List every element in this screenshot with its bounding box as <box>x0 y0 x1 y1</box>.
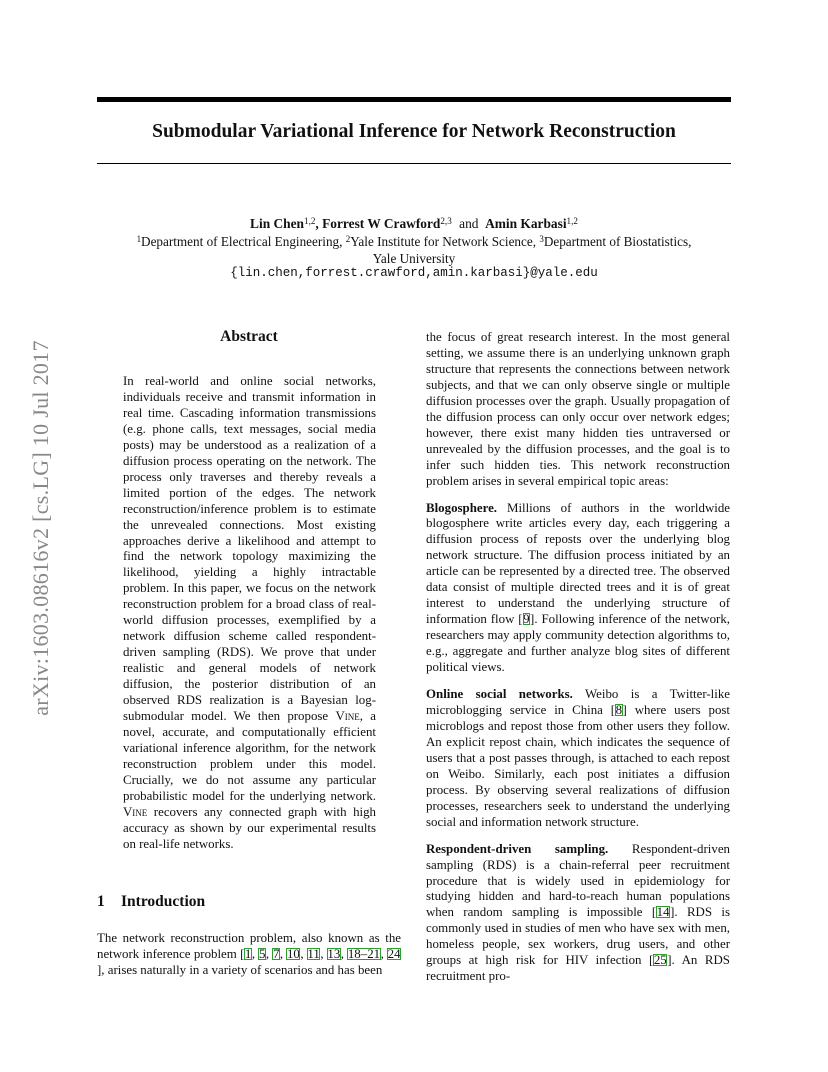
author-name: Lin Chen <box>250 216 305 231</box>
arxiv-stamp <box>28 296 53 760</box>
body-text: ]. An RDS recruitment pro- <box>426 953 730 984</box>
right-column <box>426 330 730 996</box>
paragraph-heading: Online social networks. <box>426 687 573 702</box>
section-number: 1 <box>97 893 105 910</box>
citation-link[interactable]: 5 <box>258 947 266 962</box>
abstract-text: , a novel, accurate, and computationally efficient variational inference algorithm, for the network reconstruction problem under this model. Crucially, we do not assume any particular probabilistic model for the underlying network. <box>123 709 376 803</box>
citation-link[interactable]: 1 <box>244 947 252 962</box>
author-name: Forrest W Crawford <box>322 216 441 231</box>
section-title: Introduction <box>121 893 206 910</box>
affil-sup: 3 <box>539 233 544 244</box>
affil-sup: 2 <box>345 233 351 244</box>
body-paragraph <box>426 842 730 986</box>
body-text: ] where users post microblogs and repost those from other users they follow. An explicit repost chain, which indicates the sequence of users that a post passes through, is attached to each repost on Weibo. Similarly, each post initiates a diffusion process. By observing several realizations of diffusion processes, researchers seek to understand the underlying social and information network structure. <box>426 702 730 829</box>
body-text: Weibo is a Twitter-like microblogging service in China [ <box>426 687 730 717</box>
affil-1: Department of Electrical Engineering, <box>141 234 346 249</box>
citation-link[interactable]: 18–21 <box>347 947 381 962</box>
citation-link[interactable]: 25 <box>653 953 667 968</box>
citation-link[interactable]: 24 <box>387 947 401 962</box>
author-sup: 1,2 <box>566 215 578 226</box>
author-emails: {lin.chen,forrest.crawford,amin.karbasi}@yale.edu <box>230 266 598 280</box>
abstract-text: In real-world and online social networks, individuals receive and transmit information in real time. Cascading information transmissions (e.g. phone calls, text messages, social media posts) may be understood as a realization of a diffusion process operating on the network. The process only traverses and thereby reveals a limited portion of the edges. The network reconstruction/inference problem is to estimate the unrevealed connections. Most existing approaches derive a likelihood and attempt to find the network topology maximizing the likelihood, yielding a highly intractable problem. In this paper, we focus on the network reconstruction problem for a broad class of real-world diffusion processes, exemplified by a network diffusion scheme called respondent-driven sampling (RDS). We prove that under realistic and general models of network diffusion, the posterior distribution of an observed RDS realization is a Bayesian log-submodular model. We then propose <box>123 374 376 724</box>
author-name: Amin Karbasi <box>485 216 567 231</box>
intro-text: The network reconstruction problem, also known as the network inference problem [ <box>97 931 401 962</box>
affil-2: Yale Institute for Network Science, <box>350 234 540 249</box>
author-and: and <box>459 216 479 231</box>
citation-link[interactable]: 8 <box>615 702 623 717</box>
citation-link[interactable]: 9 <box>523 612 530 627</box>
top-rule <box>97 97 731 102</box>
citation-link[interactable]: 10 <box>286 947 300 962</box>
abstract-text: recovers any connected graph with high accuracy as shown by our experimental results on real-life networks. <box>123 804 376 851</box>
paragraph-heading: Respondent-driven sampling. <box>426 841 609 856</box>
citation-link[interactable]: 11 <box>307 947 320 962</box>
section-heading <box>97 893 205 911</box>
intro-paragraph: The network reconstruction problem, also known as the network inference problem [1, 5, 7, 10, 11, 13, 18–21, 24], arises naturally in a variety of scenarios and has been <box>97 931 401 978</box>
body-text: ]. Following inference of the network, researchers may apply community detection algorithms to, e.g., aggregate and further analyze blog sites of different political views. <box>426 612 730 675</box>
arxiv-id: arXiv:1603.08616v2 [cs.LG] 10 Jul 2017 <box>27 340 53 716</box>
body-text: ]. RDS is commonly used in studies of men who have sex with men, homeless people, sex workers, drug users, and other groups at high risk for HIV infection [ <box>426 905 730 968</box>
body-paragraph: the focus of great research interest. In the most general setting, we assume there is an underlying unknown graph structure that represents the connections between network subjects, and that we can only observe single or multiple diffusion processes over the graph. Usually propagation of the diffusion process can only occur over network edges; however, there exist many hidden ties untraversed or unrevealed by the diffusion processes, and the goal is to infer such hidden ties. This network reconstruction problem arises in several empirical topic areas: <box>426 330 730 488</box>
citation-link[interactable]: 7 <box>272 947 280 962</box>
author-sup: 2,3 <box>440 215 452 226</box>
vine-name: Vine <box>123 804 148 819</box>
title-rule <box>97 163 731 164</box>
abstract-heading: Abstract <box>220 328 278 345</box>
citation-link[interactable]: 14 <box>656 905 670 920</box>
affiliations <box>97 234 731 267</box>
body-text: Respondent-driven sampling (RDS) is a chain-referral peer recruitment procedure that is widely used in epidemiology for studying hidden and hard-to-reach human populations when random sampling is impossible [ <box>426 841 730 920</box>
citation-link[interactable]: 13 <box>327 947 341 962</box>
intro-text: ], arises naturally in a variety of scenarios and has been <box>97 963 383 978</box>
affil-3: Department of Biostatistics, <box>543 234 692 249</box>
vine-name: Vine <box>335 709 360 724</box>
body-paragraph <box>426 501 730 676</box>
affil-line2: Yale University <box>372 250 456 266</box>
body-paragraph <box>426 687 730 831</box>
paper-title: Submodular Variational Inference for Network Reconstruction <box>152 121 676 142</box>
paragraph-heading: Blogosphere. <box>426 500 498 515</box>
abstract-body <box>123 374 376 853</box>
body-text: Millions of authors in the worldwide blogosphere write articles every day, each triggering a diffusion process of reposts over the underlying blog network structure. The diffusion process initiated by an article can be represented by a directed tree. The observed data consist of multiple directed trees and it is of great interest to understand the underlying structure of information flow [ <box>426 500 730 627</box>
author-sup: 1,2 <box>304 215 316 226</box>
affil-sup: 1 <box>136 233 142 244</box>
author-list: Lin Chen$^{1,2}$, Forrest W Crawford$^{2,3}$ and Amin Karbasi$^{1,2}$ <box>250 215 578 231</box>
